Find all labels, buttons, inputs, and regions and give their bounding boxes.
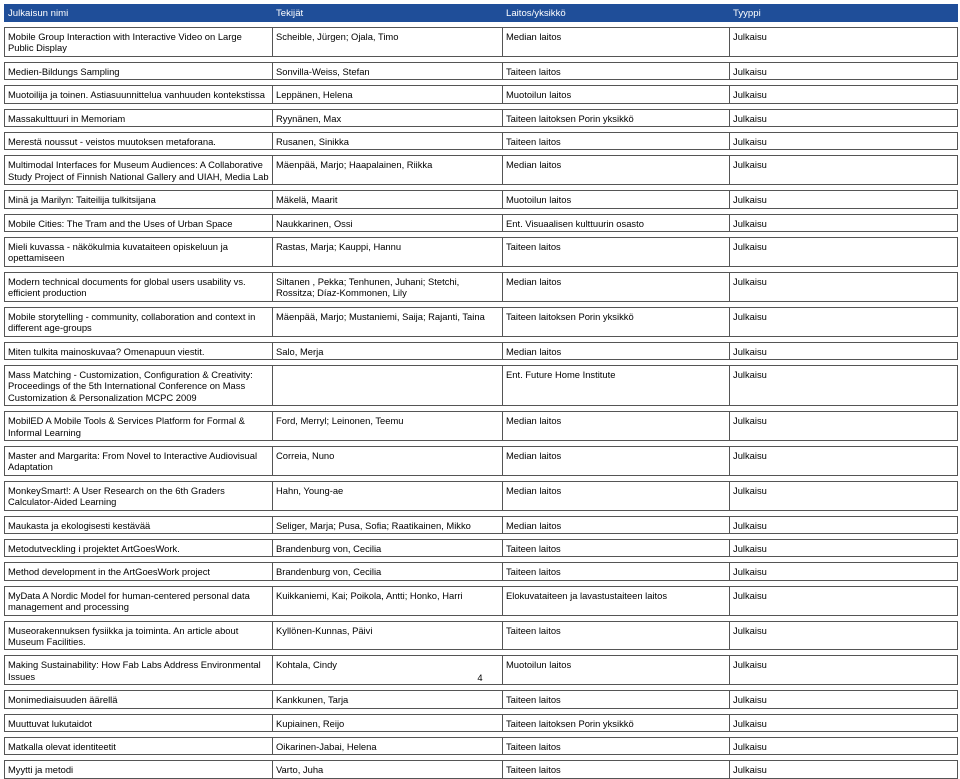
table-row	[5, 307, 958, 336]
cell-title: Massakulttuuri in Memoriam	[5, 109, 273, 126]
table-row	[5, 191, 958, 208]
cell-title: Method development in the ArtGoesWork project	[5, 563, 273, 580]
cell-department: Ent. Future Home Institute	[503, 365, 730, 405]
table-row	[5, 761, 958, 778]
cell-type: Julkaisu	[730, 656, 958, 685]
cell-department: Median laitos	[503, 412, 730, 441]
cell-authors	[273, 365, 503, 405]
cell-title: Monimediaisuuden äärellä	[5, 691, 273, 708]
cell-authors: Kuikkaniemi, Kai; Poikola, Antti; Honko, Harri	[273, 586, 503, 615]
cell-department: Taiteen laitos	[503, 238, 730, 267]
table-row	[5, 691, 958, 708]
cell-title: Myytti ja metodi	[5, 761, 273, 778]
cell-type: Julkaisu	[730, 28, 958, 57]
cell-type: Julkaisu	[730, 365, 958, 405]
cell-type: Julkaisu	[730, 563, 958, 580]
header-department: Laitos/yksikkö	[503, 5, 730, 22]
cell-department: Taiteen laitos	[503, 62, 730, 79]
cell-department: Taiteen laitoksen Porin yksikkö	[503, 307, 730, 336]
page-number: 4	[477, 672, 483, 683]
cell-title: Miten tulkita mainoskuvaa? Omenapuun viestit.	[5, 342, 273, 359]
cell-type: Julkaisu	[730, 738, 958, 755]
cell-authors: Sonvilla-Weiss, Stefan	[273, 62, 503, 79]
cell-type: Julkaisu	[730, 133, 958, 150]
cell-title: Minä ja Marilyn: Taiteilija tulkitsijana	[5, 191, 273, 208]
table-row	[5, 272, 958, 301]
cell-department: Taiteen laitos	[503, 761, 730, 778]
cell-department: Muotoilun laitos	[503, 656, 730, 685]
cell-authors: Seliger, Marja; Pusa, Sofia; Raatikainen, Mikko	[273, 516, 503, 533]
cell-authors: Brandenburg von, Cecilia	[273, 563, 503, 580]
table-row	[5, 214, 958, 231]
cell-department: Muotoilun laitos	[503, 86, 730, 103]
publications-table	[4, 4, 958, 779]
cell-title: Mobile Group Interaction with Interactive Video on Large Public Display	[5, 28, 273, 57]
cell-department: Taiteen laitos	[503, 133, 730, 150]
table-header-row	[5, 5, 958, 22]
table-row	[5, 238, 958, 267]
cell-authors: Mäenpää, Marjo; Mustaniemi, Saija; Rajanti, Taina	[273, 307, 503, 336]
cell-authors: Ryynänen, Max	[273, 109, 503, 126]
cell-type: Julkaisu	[730, 714, 958, 731]
table-row	[5, 446, 958, 475]
table-row	[5, 516, 958, 533]
cell-title: Multimodal Interfaces for Museum Audiences: A Collaborative Study Project of Finnish National Gallery and UIAH, Media Lab	[5, 156, 273, 185]
cell-title: Muuttuvat lukutaidot	[5, 714, 273, 731]
cell-authors: Siltanen , Pekka; Tenhunen, Juhani; Stetchi, Rossitza; Díaz-Kommonen, Lily	[273, 272, 503, 301]
table-row	[5, 714, 958, 731]
cell-title: Metodutveckling i projektet ArtGoesWork.	[5, 539, 273, 556]
cell-authors: Mäkelä, Maarit	[273, 191, 503, 208]
header-title: Julkaisun nimi	[5, 5, 273, 22]
cell-authors: Ford, Merryl; Leinonen, Teemu	[273, 412, 503, 441]
cell-department: Taiteen laitos	[503, 621, 730, 650]
cell-authors: Rastas, Marja; Kauppi, Hannu	[273, 238, 503, 267]
table-row	[5, 28, 958, 57]
header-type: Tyyppi	[730, 5, 958, 22]
cell-type: Julkaisu	[730, 86, 958, 103]
cell-type: Julkaisu	[730, 691, 958, 708]
cell-type: Julkaisu	[730, 586, 958, 615]
cell-type: Julkaisu	[730, 156, 958, 185]
cell-authors: Hahn, Young-ae	[273, 481, 503, 510]
table-body	[5, 22, 958, 779]
cell-authors: Correia, Nuno	[273, 446, 503, 475]
cell-department: Taiteen laitos	[503, 563, 730, 580]
table-row	[5, 342, 958, 359]
cell-authors: Kankkunen, Tarja	[273, 691, 503, 708]
cell-department: Taiteen laitoksen Porin yksikkö	[503, 714, 730, 731]
cell-authors: Naukkarinen, Ossi	[273, 214, 503, 231]
table-row	[5, 586, 958, 615]
table-row	[5, 62, 958, 79]
cell-type: Julkaisu	[730, 412, 958, 441]
cell-department: Median laitos	[503, 446, 730, 475]
cell-type: Julkaisu	[730, 62, 958, 79]
cell-title: Mobile storytelling - community, collaboration and context in different age-groups	[5, 307, 273, 336]
cell-type: Julkaisu	[730, 761, 958, 778]
cell-authors: Leppänen, Helena	[273, 86, 503, 103]
table-row	[5, 156, 958, 185]
cell-title: MobilED A Mobile Tools & Services Platform for Formal & Informal Learning	[5, 412, 273, 441]
cell-type: Julkaisu	[730, 516, 958, 533]
cell-type: Julkaisu	[730, 214, 958, 231]
cell-title: Master and Margarita: From Novel to Interactive Audiovisual Adaptation	[5, 446, 273, 475]
cell-title: Mieli kuvassa - näkökulmia kuvataiteen opiskeluun ja opettamiseen	[5, 238, 273, 267]
cell-department: Ent. Visuaalisen kulttuurin osasto	[503, 214, 730, 231]
cell-department: Taiteen laitoksen Porin yksikkö	[503, 109, 730, 126]
cell-authors: Kupiainen, Reijo	[273, 714, 503, 731]
cell-authors: Oikarinen-Jabai, Helena	[273, 738, 503, 755]
cell-department: Median laitos	[503, 516, 730, 533]
table-row	[5, 365, 958, 405]
cell-authors: Varto, Juha	[273, 761, 503, 778]
cell-title: Medien-Bildungs Sampling	[5, 62, 273, 79]
cell-department: Muotoilun laitos	[503, 191, 730, 208]
table-row	[5, 621, 958, 650]
cell-department: Median laitos	[503, 28, 730, 57]
cell-title: Mass Matching - Customization, Configuration & Creativity: Proceedings of the 5th International Conference on Mass Customization & Personalization MCPC 2009	[5, 365, 273, 405]
cell-authors: Scheible, Jürgen; Ojala, Timo	[273, 28, 503, 57]
cell-title: Maukasta ja ekologisesti kestävää	[5, 516, 273, 533]
table-row	[5, 133, 958, 150]
cell-department: Elokuvataiteen ja lavastustaiteen laitos	[503, 586, 730, 615]
header-authors: Tekijät	[273, 5, 503, 22]
cell-title: MyData A Nordic Model for human-centered personal data management and processing	[5, 586, 273, 615]
cell-type: Julkaisu	[730, 446, 958, 475]
cell-type: Julkaisu	[730, 109, 958, 126]
cell-type: Julkaisu	[730, 342, 958, 359]
cell-title: MonkeySmart!: A User Research on the 6th Graders Calculator-Aided Learning	[5, 481, 273, 510]
cell-department: Median laitos	[503, 481, 730, 510]
cell-department: Median laitos	[503, 342, 730, 359]
cell-department: Median laitos	[503, 156, 730, 185]
cell-type: Julkaisu	[730, 621, 958, 650]
table-row	[5, 539, 958, 556]
table-row	[5, 412, 958, 441]
cell-department: Taiteen laitos	[503, 539, 730, 556]
cell-department: Taiteen laitos	[503, 738, 730, 755]
cell-title: Merestä noussut - veistos muutoksen metaforana.	[5, 133, 273, 150]
table-row	[5, 109, 958, 126]
table-row	[5, 563, 958, 580]
table-row	[5, 481, 958, 510]
table-row	[5, 86, 958, 103]
cell-title: Modern technical documents for global users usability vs. efficient production	[5, 272, 273, 301]
cell-authors: Mäenpää, Marjo; Haapalainen, Riikka	[273, 156, 503, 185]
cell-type: Julkaisu	[730, 272, 958, 301]
cell-title: Matkalla olevat identiteetit	[5, 738, 273, 755]
cell-type: Julkaisu	[730, 539, 958, 556]
cell-department: Median laitos	[503, 272, 730, 301]
cell-type: Julkaisu	[730, 307, 958, 336]
cell-title: Making Sustainability: How Fab Labs Address Environmental Issues	[5, 656, 273, 685]
cell-type: Julkaisu	[730, 191, 958, 208]
cell-title: Muotoilija ja toinen. Astiasuunnittelua vanhuuden kontekstissa	[5, 86, 273, 103]
cell-title: Mobile Cities: The Tram and the Uses of Urban Space	[5, 214, 273, 231]
table-row	[5, 738, 958, 755]
cell-authors: Kyllönen-Kunnas, Päivi	[273, 621, 503, 650]
cell-title: Museorakennuksen fysiikka ja toiminta. An article about Museum Facilities.	[5, 621, 273, 650]
cell-type: Julkaisu	[730, 238, 958, 267]
cell-authors: Brandenburg von, Cecilia	[273, 539, 503, 556]
cell-authors: Salo, Merja	[273, 342, 503, 359]
cell-authors: Kohtala, Cindy	[273, 656, 503, 685]
cell-department: Taiteen laitos	[503, 691, 730, 708]
cell-authors: Rusanen, Sinikka	[273, 133, 503, 150]
cell-type: Julkaisu	[730, 481, 958, 510]
